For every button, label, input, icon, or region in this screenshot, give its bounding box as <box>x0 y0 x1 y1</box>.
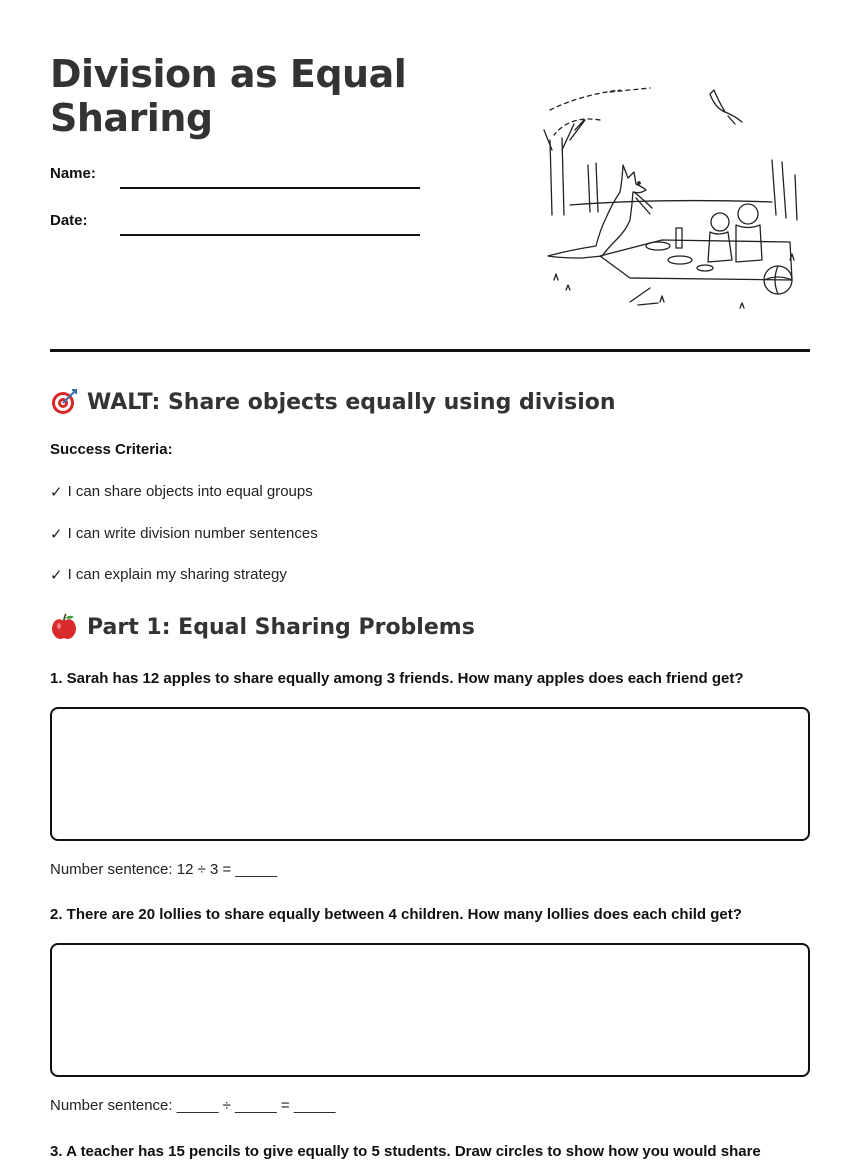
picnic-scene-illustration <box>540 80 810 315</box>
walt-heading <box>50 388 616 416</box>
criteria-text: I can write division number sentences <box>67 525 318 542</box>
butterfly-icon <box>710 90 742 124</box>
check-icon: ✓ <box>50 526 63 543</box>
page-title <box>50 52 406 140</box>
check-icon: ✓ <box>50 484 63 501</box>
number-sentence-1: Number sentence: 12 ÷ 3 = _____ <box>50 861 278 878</box>
part1-heading <box>50 613 475 641</box>
name-label: Name: <box>50 165 96 182</box>
title-line-2: Sharing <box>50 96 213 140</box>
question-1: 1. Sarah has 12 apples to share equally among 3 friends. How many apples does each friend get? <box>50 670 744 687</box>
number-sentence-2: Number sentence: _____ ÷ _____ = _____ <box>50 1097 336 1114</box>
question-3: 3. A teacher has 15 pencils to give equally to 5 students. Draw circles to show how you would share <box>50 1143 761 1160</box>
target-dart-emoji <box>50 388 78 416</box>
criteria-text: I can explain my sharing strategy <box>67 566 287 583</box>
name-line[interactable] <box>120 187 420 189</box>
section-divider <box>50 349 810 352</box>
title-line-1: Division as Equal <box>50 52 407 96</box>
check-icon: ✓ <box>50 567 63 584</box>
success-criteria-label: Success Criteria: <box>50 441 173 458</box>
answer-box-1[interactable] <box>50 707 810 841</box>
date-label: Date: <box>50 212 88 229</box>
criteria-item <box>50 483 313 501</box>
answer-box-2[interactable] <box>50 943 810 1077</box>
criteria-item <box>50 566 287 584</box>
walt-heading-text: WALT: Share objects equally using division <box>87 389 616 415</box>
question-2: 2. There are 20 lollies to share equally between 4 children. How many lollies does each child get? <box>50 906 742 923</box>
criteria-item <box>50 525 318 543</box>
criteria-text: I can share objects into equal groups <box>67 483 313 500</box>
date-line[interactable] <box>120 234 420 236</box>
apple-emoji <box>50 613 78 641</box>
part1-heading-text: Part 1: Equal Sharing Problems <box>87 614 475 640</box>
children-figures <box>708 204 762 262</box>
